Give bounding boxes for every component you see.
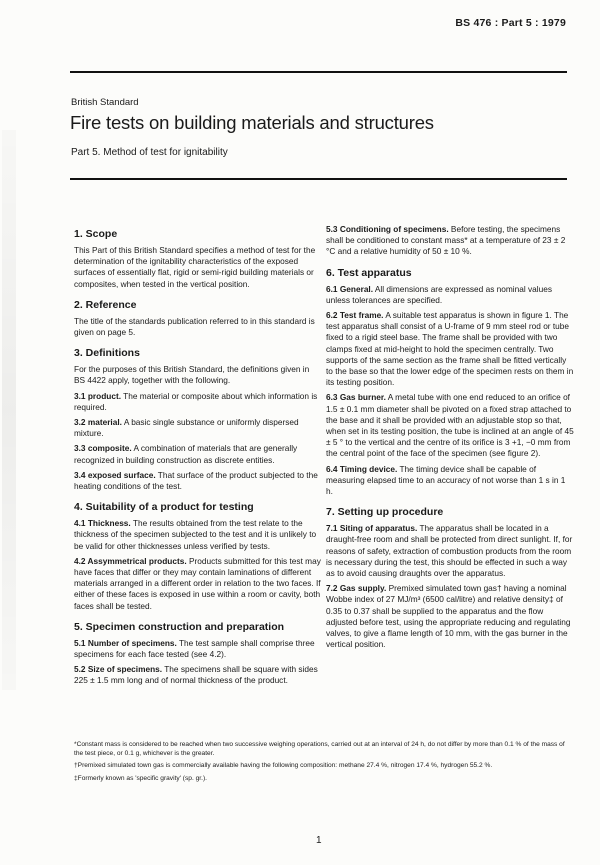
clause-term: 6.4 Timing device.	[326, 463, 398, 474]
standard-number: BS 476 : Part 5 : 1979	[455, 17, 566, 29]
clause-term: 4.1 Thickness.	[74, 518, 131, 529]
section-reference	[74, 299, 322, 338]
clause-text: A basic single substance or uniformly dispersed mixture.	[74, 417, 299, 439]
clause-text: The timing device shall be capable of measuring elapsed time to an accuracy of not worse than 1 s in 1 h.	[326, 463, 566, 497]
clause-term: 3.4 exposed surface.	[74, 469, 156, 480]
clause-text: A suitable test apparatus is shown in figure 1. The test apparatus shall consist of a U-frame of 9 mm steel rod or tube fixed to a rigid steel base. The frame shall be provided with two clamps fixed at mid-height to hold the specimen centrally. Two supports of the same section as the frame shall be fitted vertically to the base so that the lower edge of the specimen rests on them in its testing position.	[326, 310, 574, 388]
clause-term: 7.2 Gas supply.	[326, 583, 387, 594]
clause-text: The material or composite about which information is required.	[74, 390, 318, 412]
section-setting-up	[326, 506, 574, 650]
section-suitability	[74, 501, 322, 612]
section-heading: 6. Test apparatus	[326, 266, 412, 279]
left-column	[74, 228, 322, 696]
clause-term: 4.2 Assymmetrical products.	[74, 555, 187, 566]
document-title: Fire tests on building materials and structures	[70, 112, 434, 133]
clause-text: Before testing, the specimens shall be conditioned to constant mass* at a temperature of 23 ± 2 °C and a relative humidity of 50 ± 10 %.	[326, 224, 566, 257]
clause-3-4	[74, 470, 322, 492]
clause-term: 5.1 Number of specimens.	[74, 637, 177, 648]
section-heading: 1. Scope	[74, 228, 118, 240]
footnote-town-gas: †Premixed simulated town gas is commercially available having the following composition: methane 27.4 %, nitrogen 17.4 %, hydrogen 55.2 %.	[74, 762, 493, 770]
clause-4-2	[74, 556, 322, 612]
clause-text: Premixed simulated town gas† having a nominal Wobbe index of 27 MJ/m³ (6500 cal/litre) and relative density‡ of 0.35 to 0.37 shall be supplied to the apparatus and the flow adjusted before test, using the appropriate reducing and regulating valves, to give a flame length of 10 mm, with the gas burner in the vertical position.	[326, 583, 571, 650]
section-specimen-construction	[74, 621, 322, 687]
clause-text: A combination of materials that are generally recognized in building construction as discrete entities.	[74, 443, 298, 465]
section-conditioning	[326, 224, 574, 258]
section-scope	[74, 228, 322, 290]
section-body: This Part of this British Standard specifies a method of test for the determination of the ignitability characteristics of the exposed surfaces of essentially flat, rigid or semi-rigid building materials or composites, when tested in the vertical position.	[74, 245, 316, 289]
clause-term: 6.1 General.	[326, 283, 374, 294]
footnotes	[74, 741, 574, 787]
clause-term: 6.3 Gas burner.	[326, 392, 386, 403]
publisher-label: British Standard	[71, 97, 139, 108]
section-heading: 2. Reference	[74, 298, 137, 311]
clause-term: 3.1 product.	[74, 390, 122, 401]
section-test-apparatus	[326, 267, 574, 498]
clause-text: Products submitted for this test may have faces that differ or they may contain laminations of different materials arranged in a different order in relation to the two faces. If either of these faces is exposed in use within a room or cavity, both faces shall be tested.	[74, 555, 321, 611]
section-body: The title of the standards publication referred to in this standard is given on page 5.	[74, 315, 315, 338]
clause-term: 3.2 material.	[74, 417, 122, 428]
clause-6-1	[326, 284, 574, 306]
document-subtitle: Part 5. Method of test for ignitability	[71, 147, 228, 158]
top-rule	[70, 71, 567, 73]
footnote-specific-gravity: ‡Formerly known as 'specific gravity' (sp. gr.).	[74, 774, 207, 782]
clause-5-1	[74, 638, 322, 660]
clause-6-4	[326, 464, 574, 498]
clause-7-2	[326, 583, 574, 650]
section-intro: For the purposes of this British Standard, the definitions given in BS 4422 apply, together with the following.	[74, 364, 310, 386]
clause-5-3	[326, 224, 574, 258]
clause-7-1	[326, 523, 574, 579]
clause-5-2	[74, 664, 322, 686]
clause-3-2	[74, 417, 322, 439]
clause-text: All dimensions are expressed as nominal values unless tolerances are specified.	[326, 283, 552, 305]
clause-term: 5.3 Conditioning of specimens.	[326, 224, 449, 234]
clause-text: The specimens shall be square with sides 225 ± 1.5 mm long and of normal thickness of the product.	[74, 664, 318, 686]
right-column	[326, 224, 574, 660]
footnote-constant-mass: *Constant mass is considered to be reached when two successive weighing operations, carried out at an interval of 24 h, do not differ by more than 0.1 % of the mass of the test piece, or 0.1 g, whichever is the greater.	[74, 741, 565, 757]
clause-text: A metal tube with one end reduced to an orifice of 1.5 ± 0.1 mm diameter shall be pivoted on a fixed strap attached to the base and it shall be provided with an adjustable stop so that, when set in its testing position, the tube is inclined at an angle of 45 ± 5 ° to the vertical and the centre of its orifice is 3 +1, −0 mm from the central point of the face of the specimen (see figure 2).	[326, 392, 574, 459]
section-heading: 3. Definitions	[74, 347, 140, 360]
clause-4-1	[74, 518, 322, 552]
section-heading: 4. Suitability of a product for testing	[74, 501, 254, 514]
clause-text: The results obtained from the test relate to the thickness of the specimen subjected to the test and it is unlikely to be valid for other thicknesses unless verified by tests.	[74, 518, 317, 551]
clause-text: That surface of the product subjected to the heating conditions of the test.	[74, 469, 318, 492]
clause-text: The apparatus shall be located in a draught-free room and shall be protected from direct sunlight. If, for reasons of safety, extraction of combustion products from the room is necessary during the test, this should be effected in such a way as to avoid causing draughts over the apparatus.	[326, 523, 573, 579]
clause-text: The test sample shall comprise three specimens for each face tested (see 4.2).	[74, 637, 315, 660]
section-heading: 5. Specimen construction and preparation	[74, 620, 285, 633]
clause-3-1	[74, 391, 322, 413]
section-definitions	[74, 347, 322, 492]
clause-term: 7.1 Siting of apparatus.	[326, 523, 418, 534]
side-watermark-strip	[2, 130, 16, 690]
clause-term: 3.3 composite.	[74, 443, 132, 454]
section-heading: 7. Setting up procedure	[326, 506, 444, 519]
clause-6-2	[326, 310, 574, 388]
clause-term: 6.2 Test frame.	[326, 310, 384, 321]
page-number: 1	[316, 835, 322, 846]
clause-3-3	[74, 443, 322, 465]
clause-6-3	[326, 392, 574, 459]
clause-term: 5.2 Size of specimens.	[74, 664, 163, 675]
title-rule	[70, 178, 567, 180]
